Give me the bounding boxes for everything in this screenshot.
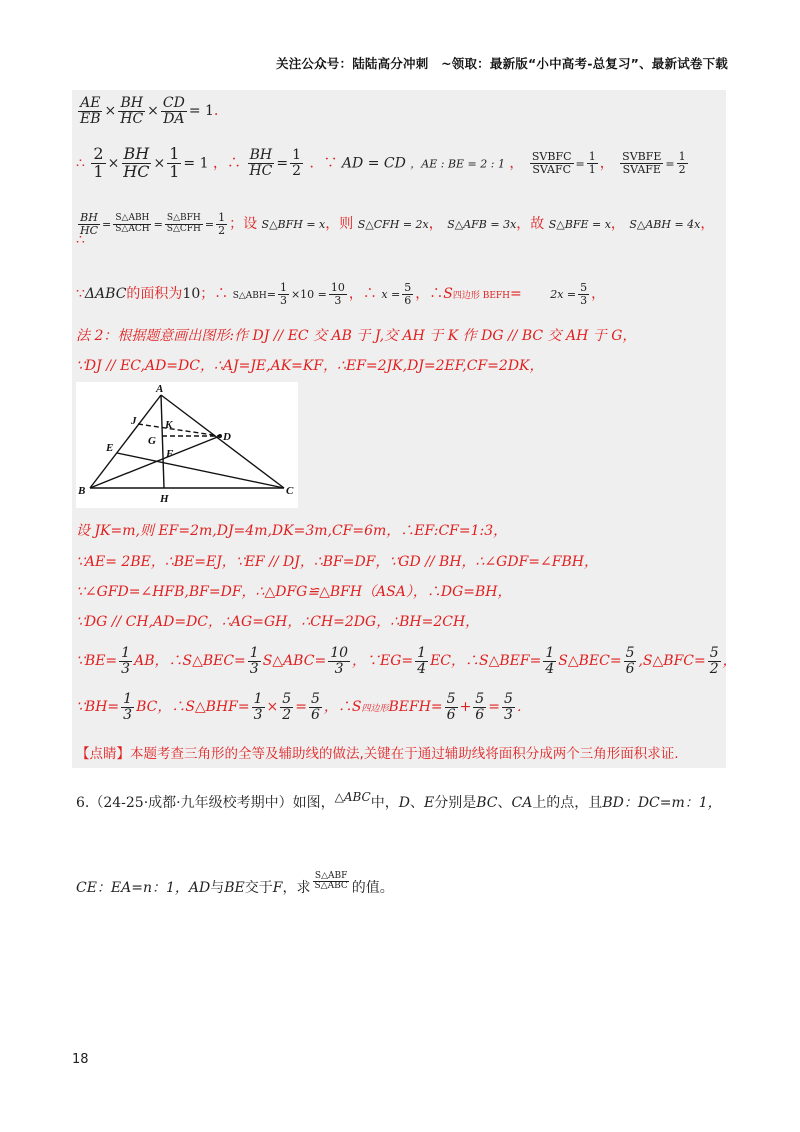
question-6-line-1: 6.（24-25·成都·九年级校考期中）如图，△ABC中，D、E分别是BC、CA上的点，且BD：DC=m：1，	[76, 790, 722, 811]
label-H: H	[160, 493, 169, 505]
label-K: K	[165, 419, 173, 431]
solution-line-3: $\frac{BH}{HC}$ = $\frac{\text{S△ABH}}{\text{S△ACH}}$ = $\frac{\text{S△BFH}}{\text{S△CFH}}$ = $\frac{1}{2}$ ；设 S△BFH = x，则 S△CFH = 2x， S△AFB = 3x，故 S△BFE = x， S△ABH = 4x，	[80, 211, 715, 237]
label-G: G	[148, 435, 156, 447]
triangle-diagram	[76, 382, 298, 508]
solution-line-4: ∵ΔABC的面积为10；∴ S△ABH= $\frac{1}{3}$ ×10 = $\frac{10}{3}$ ，∴ x = $\frac{5}{6}$ ，∴S四边形 BEFH= 2x = $\frac{5}{3}$ ，	[76, 281, 606, 307]
solution-line-1: $\frac{AE}{EB}$ × $\frac{BH}{HC}$ × $\frac{CD}{DA}$ = 1．	[80, 95, 228, 127]
solution-line-9: ∵∠GFD=∠HFB,BF=DF，∴△DFG≌△BFH（ASA），∴DG=BH，	[76, 584, 512, 600]
label-F: F	[166, 448, 174, 460]
method-2-intro: 法 2：根据题意画出图形:作 DJ // EC 交 AB 于 J,交 AH 于 K 作 DG // BC 交 AH 于 G，	[76, 328, 637, 344]
solution-line-6: ∵DJ // EC,AD=DC，∴AJ=JE,AK=KF，∴EF=2JK,DJ=2EF,CF=2DK，	[76, 358, 544, 374]
label-E: E	[106, 442, 114, 454]
page-number: 18	[72, 1052, 89, 1067]
solution-line-2: ∴ $\frac{2}{1}$ × $\frac{BH}{HC}$ × $\frac{1}{1}$ = 1 ，∴ $\frac{BH}{HC}$ = $\frac{1}{2}$ ．∵ AD = CD ，AE : BE = 2 : 1 ， $\frac{\text{SVBFC}}{\text{SVAFC}}$ = $\frac{1}{1}$ ， $\frac{\text{SVBFE}}{\text{SVAFE}}$ = $\frac{1}{2}$	[76, 144, 686, 181]
label-B: B	[78, 485, 86, 497]
solution-line-10: ∵DG // CH,AD=DC，∴AG=GH，∴CH=2DG，∴BH=2CH，	[76, 614, 480, 630]
question-6-line-2: CE：EA=n：1，AD与BE交于F，求 $\frac{\text{S△ABF}}{\text{S△ABC}}$ 的值。	[76, 871, 394, 896]
solution-line-11: ∵BE= $\frac{1}{3}$ AB，∴S△BEC= $\frac{1}{3}$ S△ABC= $\frac{10}{3}$ ，∵EG= $\frac{1}{4}$ EC，∴S△BEF= $\frac{1}{4}$ S△BEC= $\frac{5}{6}$ ,S△BFC= $\frac{5}{2}$ ，	[76, 645, 737, 677]
label-C: C	[286, 485, 294, 497]
label-D: D	[223, 431, 231, 443]
key-point-comment: 【点睛】本题考查三角形的全等及辅助线的做法,关键在于通过辅助线将面积分成两个三角形面积求证.	[76, 746, 679, 762]
solution-line-8: ∵AE= 2BE，∴BE=EJ，∵EF // DJ，∴BF=DF，∵GD // BH，∴∠GDF=∠FBH，	[76, 554, 598, 570]
triangle-figure	[76, 382, 298, 508]
solution-line-12: ∵BH= $\frac{1}{3}$ BC，∴S△BHF= $\frac{1}{3}$ × $\frac{5}{2}$ = $\frac{5}{6}$ ，∴S四边形BEFH= $\frac{5}{6}$ + $\frac{5}{6}$ = $\frac{5}{3}$ ．	[76, 691, 531, 723]
label-A: A	[156, 383, 164, 395]
label-J: J	[131, 415, 137, 427]
therefore-mark: ∴	[76, 232, 85, 248]
page-header: 关注公众号：陆陆高分冲刺 ~领取：最新版“小中高考-总复习”、最新试卷下载	[276, 56, 728, 71]
solution-line-7: 设 JK=m,则 EF=2m,DJ=4m,DK=3m,CF=6m，∴EF:CF=1:3，	[76, 523, 508, 539]
